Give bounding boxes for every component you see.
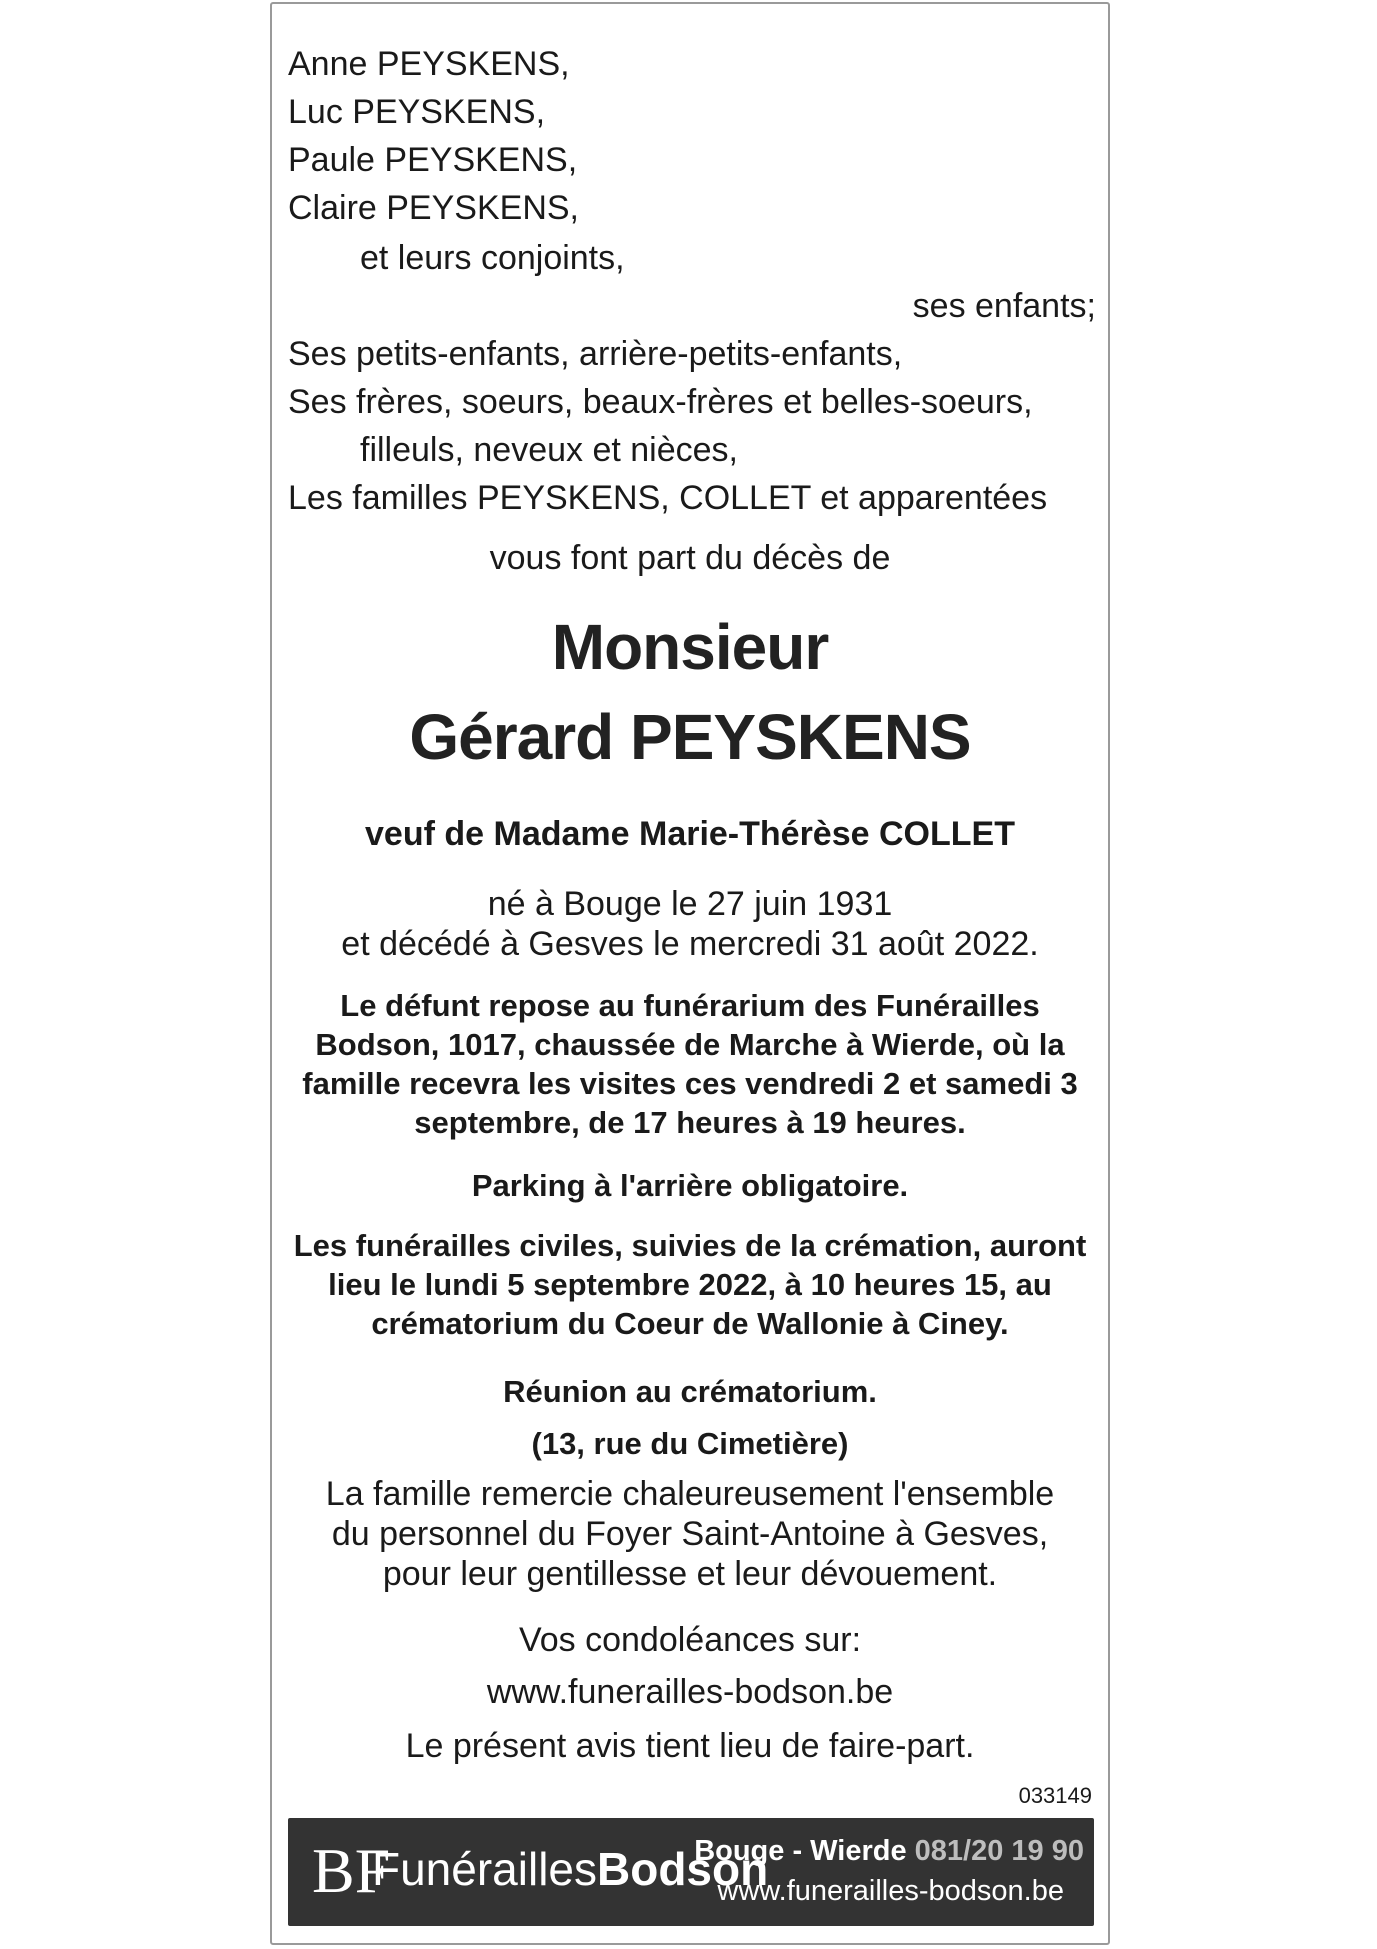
- brand-part-2: Bodson: [597, 1843, 769, 1895]
- funeral-line: Les funérailles civiles, suivies de la crémation, auront: [293, 1228, 1087, 1263]
- family-line-2: Luc PEYSKENS,: [288, 93, 546, 131]
- visitation-block: [272, 986, 1108, 1142]
- brand-part-1: Funérailles: [372, 1843, 597, 1895]
- families-line: Les familles PEYSKENS, COLLET et apparentées: [288, 479, 1048, 517]
- locations: Bouge - Wierde: [694, 1835, 907, 1867]
- thanks-line: du personnel du Foyer Saint-Antoine à Gesves,: [331, 1515, 1049, 1553]
- phone-number: 081/20 19 90: [914, 1835, 1084, 1867]
- dates-block: [272, 884, 1108, 964]
- parking-line: Parking à l'arrière obligatoire.: [471, 1168, 909, 1203]
- thanks-block: [272, 1474, 1108, 1594]
- funeral-home-banner: [288, 1818, 1094, 1926]
- condolences-block: [272, 1614, 1108, 1718]
- condolences-website: www.funerailles-bodson.be: [486, 1673, 894, 1711]
- condolences-label: Vos condoléances sur:: [518, 1621, 862, 1659]
- funeral-line: lieu le lundi 5 septembre 2022, à 10 heures 15, au: [328, 1267, 1052, 1302]
- spouses-line: et leurs conjoints,: [360, 239, 625, 277]
- obituary-notice: [270, 2, 1110, 1945]
- visitation-line: Le défunt repose au funérarium des Funérailles: [340, 988, 1040, 1023]
- birth-line: né à Bouge le 27 juin 1931: [487, 885, 893, 923]
- visitation-line: Bodson, 1017, chaussée de Marche à Wierde, où la: [315, 1027, 1065, 1062]
- family-line-3: Paule PEYSKENS,: [288, 141, 578, 179]
- funeral-block: [272, 1226, 1108, 1343]
- banner-website: www.funerailles-bodson.be: [717, 1875, 1064, 1907]
- funeral-home-logo-icon: [312, 1828, 391, 1914]
- godchildren-line: filleuls, neveux et nièces,: [360, 431, 738, 469]
- meeting-address: (13, rue du Cimetière): [531, 1426, 849, 1461]
- widower-line: veuf de Madame Marie-Thérèse COLLET: [365, 815, 1015, 853]
- funeral-line: crématorium du Coeur de Wallonie à Ciney.: [371, 1306, 1009, 1341]
- family-line-1: Anne PEYSKENS,: [288, 45, 570, 83]
- visitation-line: famille recevra les visites ces vendredi 2 et samedi 3: [302, 1066, 1078, 1101]
- deceased-name: Gérard PEYSKENS: [409, 701, 971, 773]
- family-line-4: Claire PEYSKENS,: [288, 189, 579, 227]
- deceased-name-block: [272, 602, 1108, 782]
- children-label: ses enfants;: [912, 287, 1096, 325]
- meeting-block: [272, 1366, 1108, 1470]
- locations-phone: [694, 1832, 1084, 1870]
- visitation-line: septembre, de 17 heures à 19 heures.: [414, 1105, 966, 1140]
- thanks-line: pour leur gentillesse et leur dévouement.: [382, 1555, 998, 1593]
- logo-letters: BF: [312, 1835, 391, 1906]
- siblings-line: Ses frères, soeurs, beaux-frères et belles-soeurs,: [288, 383, 1033, 421]
- meeting-line: Réunion au crématorium.: [503, 1374, 877, 1409]
- death-line: et décédé à Gesves le mercredi 31 août 2022.: [341, 925, 1039, 963]
- closing-line: Le présent avis tient lieu de faire-part.: [405, 1727, 975, 1765]
- reference-number: 033149: [1018, 1783, 1092, 1808]
- thanks-line: La famille remercie chaleureusement l'ensemble: [325, 1475, 1055, 1513]
- grandchildren-line: Ses petits-enfants, arrière-petits-enfants,: [288, 335, 903, 373]
- announcement: vous font part du décès de: [489, 539, 891, 577]
- deceased-title: Monsieur: [551, 611, 829, 683]
